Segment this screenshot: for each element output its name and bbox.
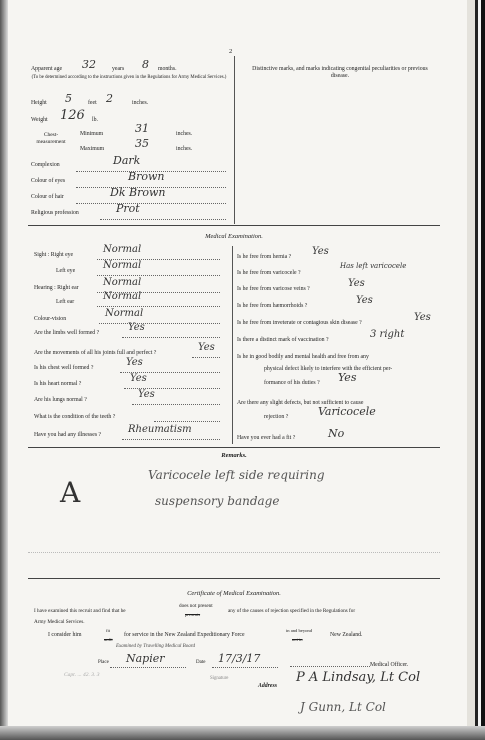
eyes-value: Brown [128, 170, 165, 183]
date-line [212, 667, 278, 668]
medical-divider [232, 246, 233, 444]
medical-left-label: Colour-vision [34, 316, 67, 322]
hair-label: Colour of hair [31, 194, 64, 200]
medical-left-label: Are the limbs well formed ? [34, 330, 100, 336]
place-value: Napier [126, 652, 165, 665]
fit-value: No [328, 427, 345, 440]
medical-left-value: Yes [198, 342, 215, 353]
medical-left-value: Normal [103, 277, 142, 288]
medical-left-label: Are the movements of all his joints full and perfect ? [34, 350, 157, 356]
complexion-value: Dark [113, 154, 141, 167]
medical-right-value: Has left varicocele [340, 262, 407, 270]
medical-left-answer-line [97, 306, 220, 307]
age-months-value: 8 [142, 58, 149, 71]
certificate-text-1a: I have examined this recruit and find that he [34, 608, 126, 614]
chest-min-label: Minimum [80, 131, 104, 137]
top-divider [234, 56, 235, 224]
signature-label: Signature [210, 676, 229, 681]
board-stamp: Examined by Travelling Medical Board [116, 644, 195, 649]
scan-edge-left [0, 0, 8, 740]
chest-inches-2: inches. [176, 146, 193, 152]
months-label: months. [158, 66, 177, 72]
medical-right-value: 3 right [370, 329, 405, 340]
certificate-struck-text: presents [185, 612, 201, 617]
hair-line [76, 203, 226, 204]
slight-defects-question-2: rejection ? [264, 414, 289, 420]
medical-left-value: Normal [103, 244, 142, 255]
medical-left-value: Rheumatism [128, 424, 192, 435]
certificate-not-in: not in [292, 637, 303, 642]
page-number: 2 [229, 48, 233, 55]
feet-label: feet [88, 100, 97, 106]
faint-note: Capt. ... 42. 3. 3 [64, 672, 100, 678]
medical-left-label: Left eye [56, 268, 76, 274]
age-note: (To be determined according to the instructions given in the Regulations for Army Medical Services.) [31, 75, 227, 80]
second-signature: J Gunn, Lt Col [300, 700, 386, 714]
religion-value: Prot [116, 202, 140, 215]
medical-officer-label: Medical Officer. [370, 662, 409, 668]
lb-label: lb. [92, 117, 98, 123]
date-label: Date [196, 660, 206, 665]
medical-right-label: Is he free from inveterate or contagious skin disease ? [237, 320, 362, 326]
medical-left-value: Normal [103, 291, 142, 302]
section-rule-3 [28, 578, 440, 579]
place-line [110, 667, 186, 668]
medical-right-value: Yes [312, 246, 329, 257]
certificate-text-2c: New Zealand. [330, 632, 363, 638]
medical-left-label: Is his heart normal ? [34, 381, 82, 387]
certificate-text-2a: I consider him [48, 632, 82, 638]
medical-left-label: Sight : Right eye [34, 252, 74, 258]
distinctive-marks-label: Distinctive marks, and marks indicating congenital peculiarities or previous disease. [252, 66, 428, 79]
height-label: Height [31, 100, 47, 106]
chest-max-value: 35 [135, 137, 149, 150]
medical-left-answer-line [154, 421, 220, 422]
certificate-text-2b: for service in the New Zealand Expeditionary Force [124, 632, 245, 638]
medical-left-label: Is his chest well formed ? [34, 365, 94, 371]
medical-left-value: Yes [138, 389, 155, 400]
address-label: Address [258, 683, 278, 689]
chest-max-label: Maximum [80, 146, 105, 152]
years-label: years [112, 66, 125, 72]
medical-right-label: Is he free from varicocele ? [237, 270, 301, 276]
fitness-value: Yes [338, 371, 357, 384]
medical-left-value: Yes [128, 322, 145, 333]
weight-value: 126 [60, 108, 85, 123]
medical-left-answer-line [132, 404, 220, 405]
remarks-line-2: suspensory bandage [155, 494, 280, 508]
fitness-question-2: physical defect likely to interfere with the efficient per- [264, 366, 393, 372]
weight-label: Weight [31, 117, 48, 123]
remarks-dotted-line [28, 552, 440, 553]
fitness-question-1: Is he in good bodily and mental health and free from any [237, 354, 369, 360]
medical-left-label: What is the condition of the teeth ? [34, 414, 116, 420]
religion-line [100, 219, 226, 220]
medical-left-value: Normal [103, 260, 142, 271]
scan-edge-bottom [0, 726, 485, 740]
chest-inches-1: inches. [176, 131, 193, 137]
medical-right-label: Is he free from hernia ? [237, 254, 292, 260]
remarks-grade: A [60, 476, 81, 509]
remarks-heading: Remarks. [221, 452, 247, 459]
medical-left-value: Normal [105, 308, 144, 319]
medical-left-label: Hearing : Right ear [34, 285, 79, 291]
remarks-line-1: Varicocele left side requiring [148, 468, 325, 482]
certificate-fit: fit [106, 628, 111, 633]
medical-left-label: Have you had any illnesses ? [34, 432, 102, 438]
medical-left-label: Are his lungs normal ? [34, 397, 87, 403]
date-value: 17/3/17 [218, 652, 261, 665]
place-label: Place [98, 660, 109, 665]
complexion-label: Complexion [31, 162, 60, 168]
slight-defects-value: Varicocele [318, 405, 376, 418]
medical-left-value: Yes [130, 373, 147, 384]
certificate-in-and-beyond: in and beyond [286, 628, 313, 633]
fitness-question-3: formance of his duties ? [264, 380, 320, 386]
medical-left-answer-line [122, 337, 220, 338]
medical-right-value: Yes [414, 312, 431, 323]
medical-right-value: Yes [348, 278, 365, 289]
certificate-text-1b: any of the causes of rejection specified in the Regulations for [228, 608, 356, 614]
height-inches-value: 2 [106, 92, 113, 105]
slight-defects-question-1: Are there any slight defects, but not sufficient to cause [237, 400, 364, 406]
age-years-value: 32 [82, 58, 96, 71]
height-feet-value: 5 [65, 92, 72, 105]
medical-heading: Medical Examination. [205, 233, 263, 240]
medical-left-value: Yes [126, 357, 143, 368]
section-rule-1 [28, 225, 440, 226]
medical-right-value: Yes [356, 295, 373, 306]
medical-left-answer-line [97, 275, 220, 276]
scan-edge-right [467, 0, 485, 740]
eyes-label: Colour of eyes [31, 178, 66, 184]
medical-right-label: Is he free from varicose veins ? [237, 286, 310, 292]
certificate-unfit: unfit [104, 637, 113, 642]
certificate-heading: Certificate of Medical Examination. [187, 590, 281, 597]
inches-label: inches. [132, 100, 149, 106]
medical-officer-line [290, 666, 370, 667]
religion-label: Religious profession [31, 210, 79, 216]
fit-question: Have you ever had a fit ? [237, 435, 296, 441]
certificate-inserted-text: does not present [179, 603, 213, 609]
certificate-text-1c: Army Medical Services. [34, 619, 85, 625]
section-rule-2 [28, 447, 440, 448]
medical-left-label: Left ear [56, 299, 75, 305]
medical-right-label: Is he free from hæmorrhoids ? [237, 303, 308, 309]
age-label: Apparent age [31, 66, 63, 72]
hair-value: Dk Brown [110, 186, 166, 199]
chest-label: Chest-measurement [36, 132, 66, 145]
medical-officer-signature: P A Lindsay, Lt Col [296, 670, 421, 685]
medical-left-answer-line [122, 439, 220, 440]
medical-right-label: Is there a distinct mark of vaccination ? [237, 337, 329, 343]
chest-min-value: 31 [135, 122, 149, 135]
medical-left-answer-line [99, 323, 220, 324]
medical-left-answer-line [192, 357, 220, 358]
